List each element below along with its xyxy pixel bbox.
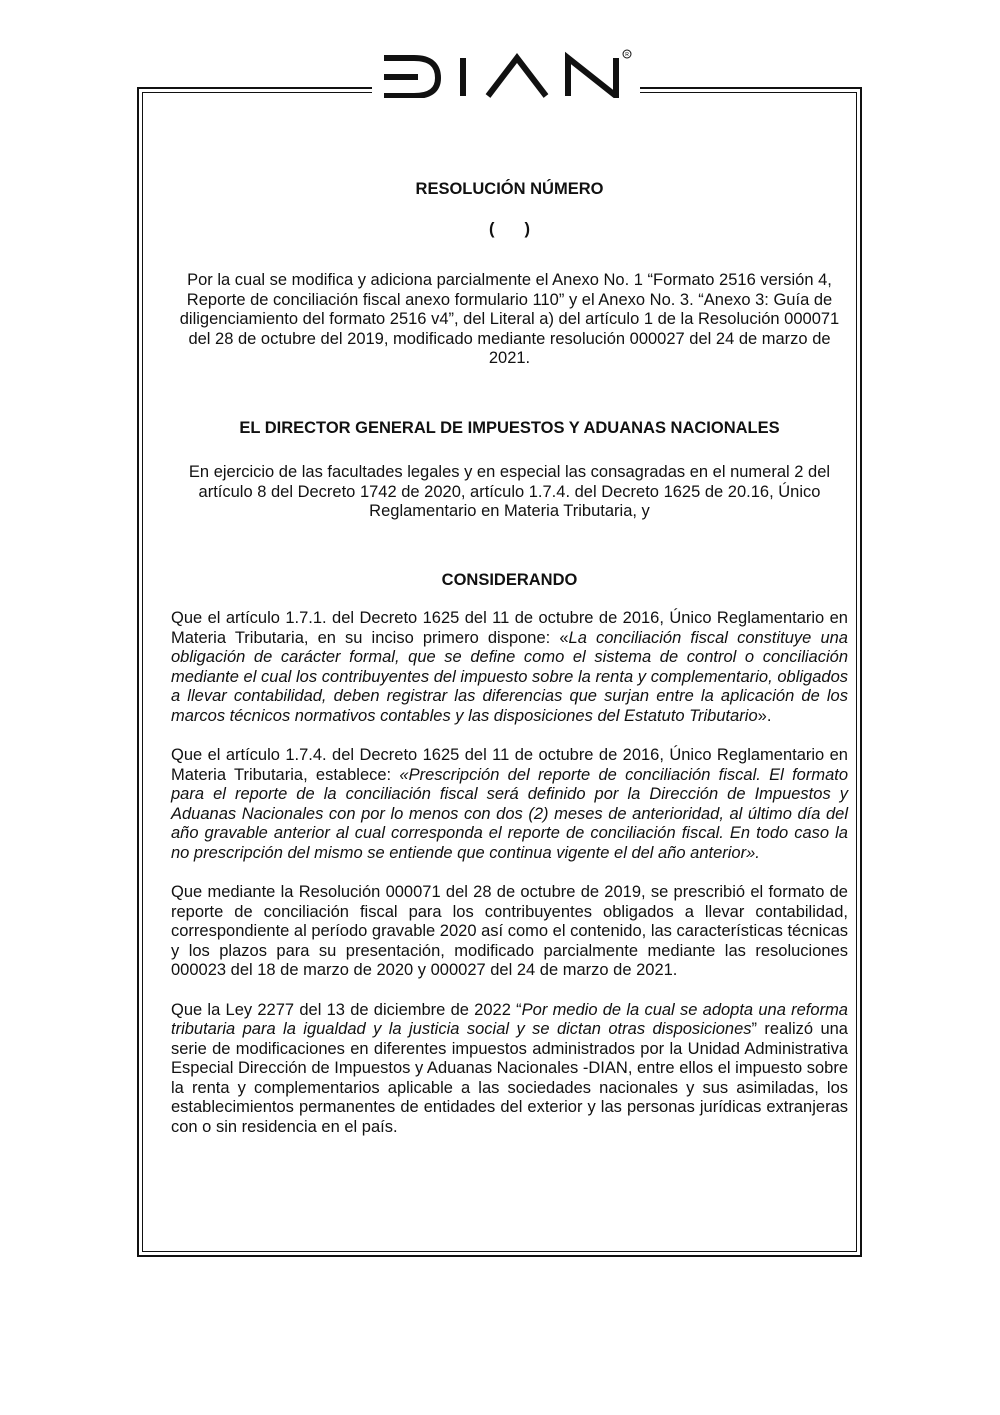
resolution-title: RESOLUCIÓN NÚMERO [415, 180, 604, 198]
considerando-paragraph-1: Que el artículo 1.7.1. del Decreto 1625 del 11 de octubre de 2016, Único Reglamentario en Materia Tributaria, en su inciso primero dispone: «La conciliación fiscal constituye una obligación de carácter formal, que se define como el sistema de control o conciliación mediante el cual los contribuyentes del impuesto sobre la renta y complementario, obligados a llevar contabilidad, deben registrar las diferencias que surjan entre la aplicación de los marcos técnicos normativos contables y las disposiciones del Estatuto Tributario». [171, 609, 848, 725]
considerando-paragraph-4: Que la Ley 2277 del 13 de diciembre de 2022 “Por medio de la cual se adopta una reforma tributaria para la igualdad y la justicia social y se dictan otras disposiciones” realizó una serie de modificaciones en diferentes impuestos administrados por la Unidad Administrativa Especial Dirección de Impuestos y Aduanas Nacionales -DIAN, entre ellos el impuesto sobre la renta y complementarios aplicable a las sociedades nacionales y sus asimiladas, los establecimientos permanentes de entidades del exterior y las personas jurídicas extranjeras con o sin residencia en el país. [171, 1000, 848, 1136]
svg-text:R: R [625, 52, 629, 58]
considerando-paragraph-3: Que mediante la Resolución 000071 del 28 de octubre de 2019, se prescribió el formato de reporte de conciliación fiscal para los contribuyentes obligados a llevar contabilidad, correspondiente al período gravable 2020 así como el contenido, las características técnicas y los plazos para su presentación, modificado parcialmente mediante las resoluciones 000023 del 18 de marzo de 2020 y 000027 del 24 de marzo de 2021. [171, 883, 848, 979]
authority-heading: EL DIRECTOR GENERAL DE IMPUESTOS Y ADUANAS NACIONALES [239, 418, 780, 437]
resolution-number [171, 220, 848, 240]
legal-powers: En ejercicio de las facultades legales y en especial las consagradas en el numeral 2 del artículo 8 del Decreto 1742 de 2020, artículo 1.7.4. del Decreto 1625 de 20.16, Único Reglamentario en Materia Tributaria, y [188, 463, 831, 520]
dian-logo [378, 46, 634, 98]
number-close-paren: ) [524, 219, 530, 238]
considerando-heading: CONSIDERANDO [441, 570, 578, 589]
resolution-content [171, 180, 848, 1137]
considerando-paragraph-2: Que el artículo 1.7.4. del Decreto 1625 del 11 de octubre de 2016, Único Reglamentario en Materia Tributaria, establece: «Prescripción del reporte de conciliación fiscal. El formato para el reporte de la conciliación fiscal será definido por la Dirección de Impuestos y Aduanas Nacionales con por lo menos con dos (2) meses de anterioridad, al último día del año gravable anterior al cual corresponda el reporte de conciliación fiscal. En todo caso la no prescripción del mismo se entiende que continua vigente el del año anterior». [171, 746, 849, 862]
number-open-paren: ( [489, 219, 495, 238]
resolution-summary: Por la cual se modifica y adiciona parcialmente el Anexo No. 1 “Formato 2516 versión 4, Reporte de conciliación fiscal anexo formulario 110” y el Anexo No. 3. “Anexo 3: Guía de diligenciamiento del formato 2516 v4”, del Literal a) del artículo 1 de la Resolución 000071 del 28 de octubre del 2019, modificado mediante resolución 000027 del 24 de marzo de 2021. [179, 271, 840, 367]
